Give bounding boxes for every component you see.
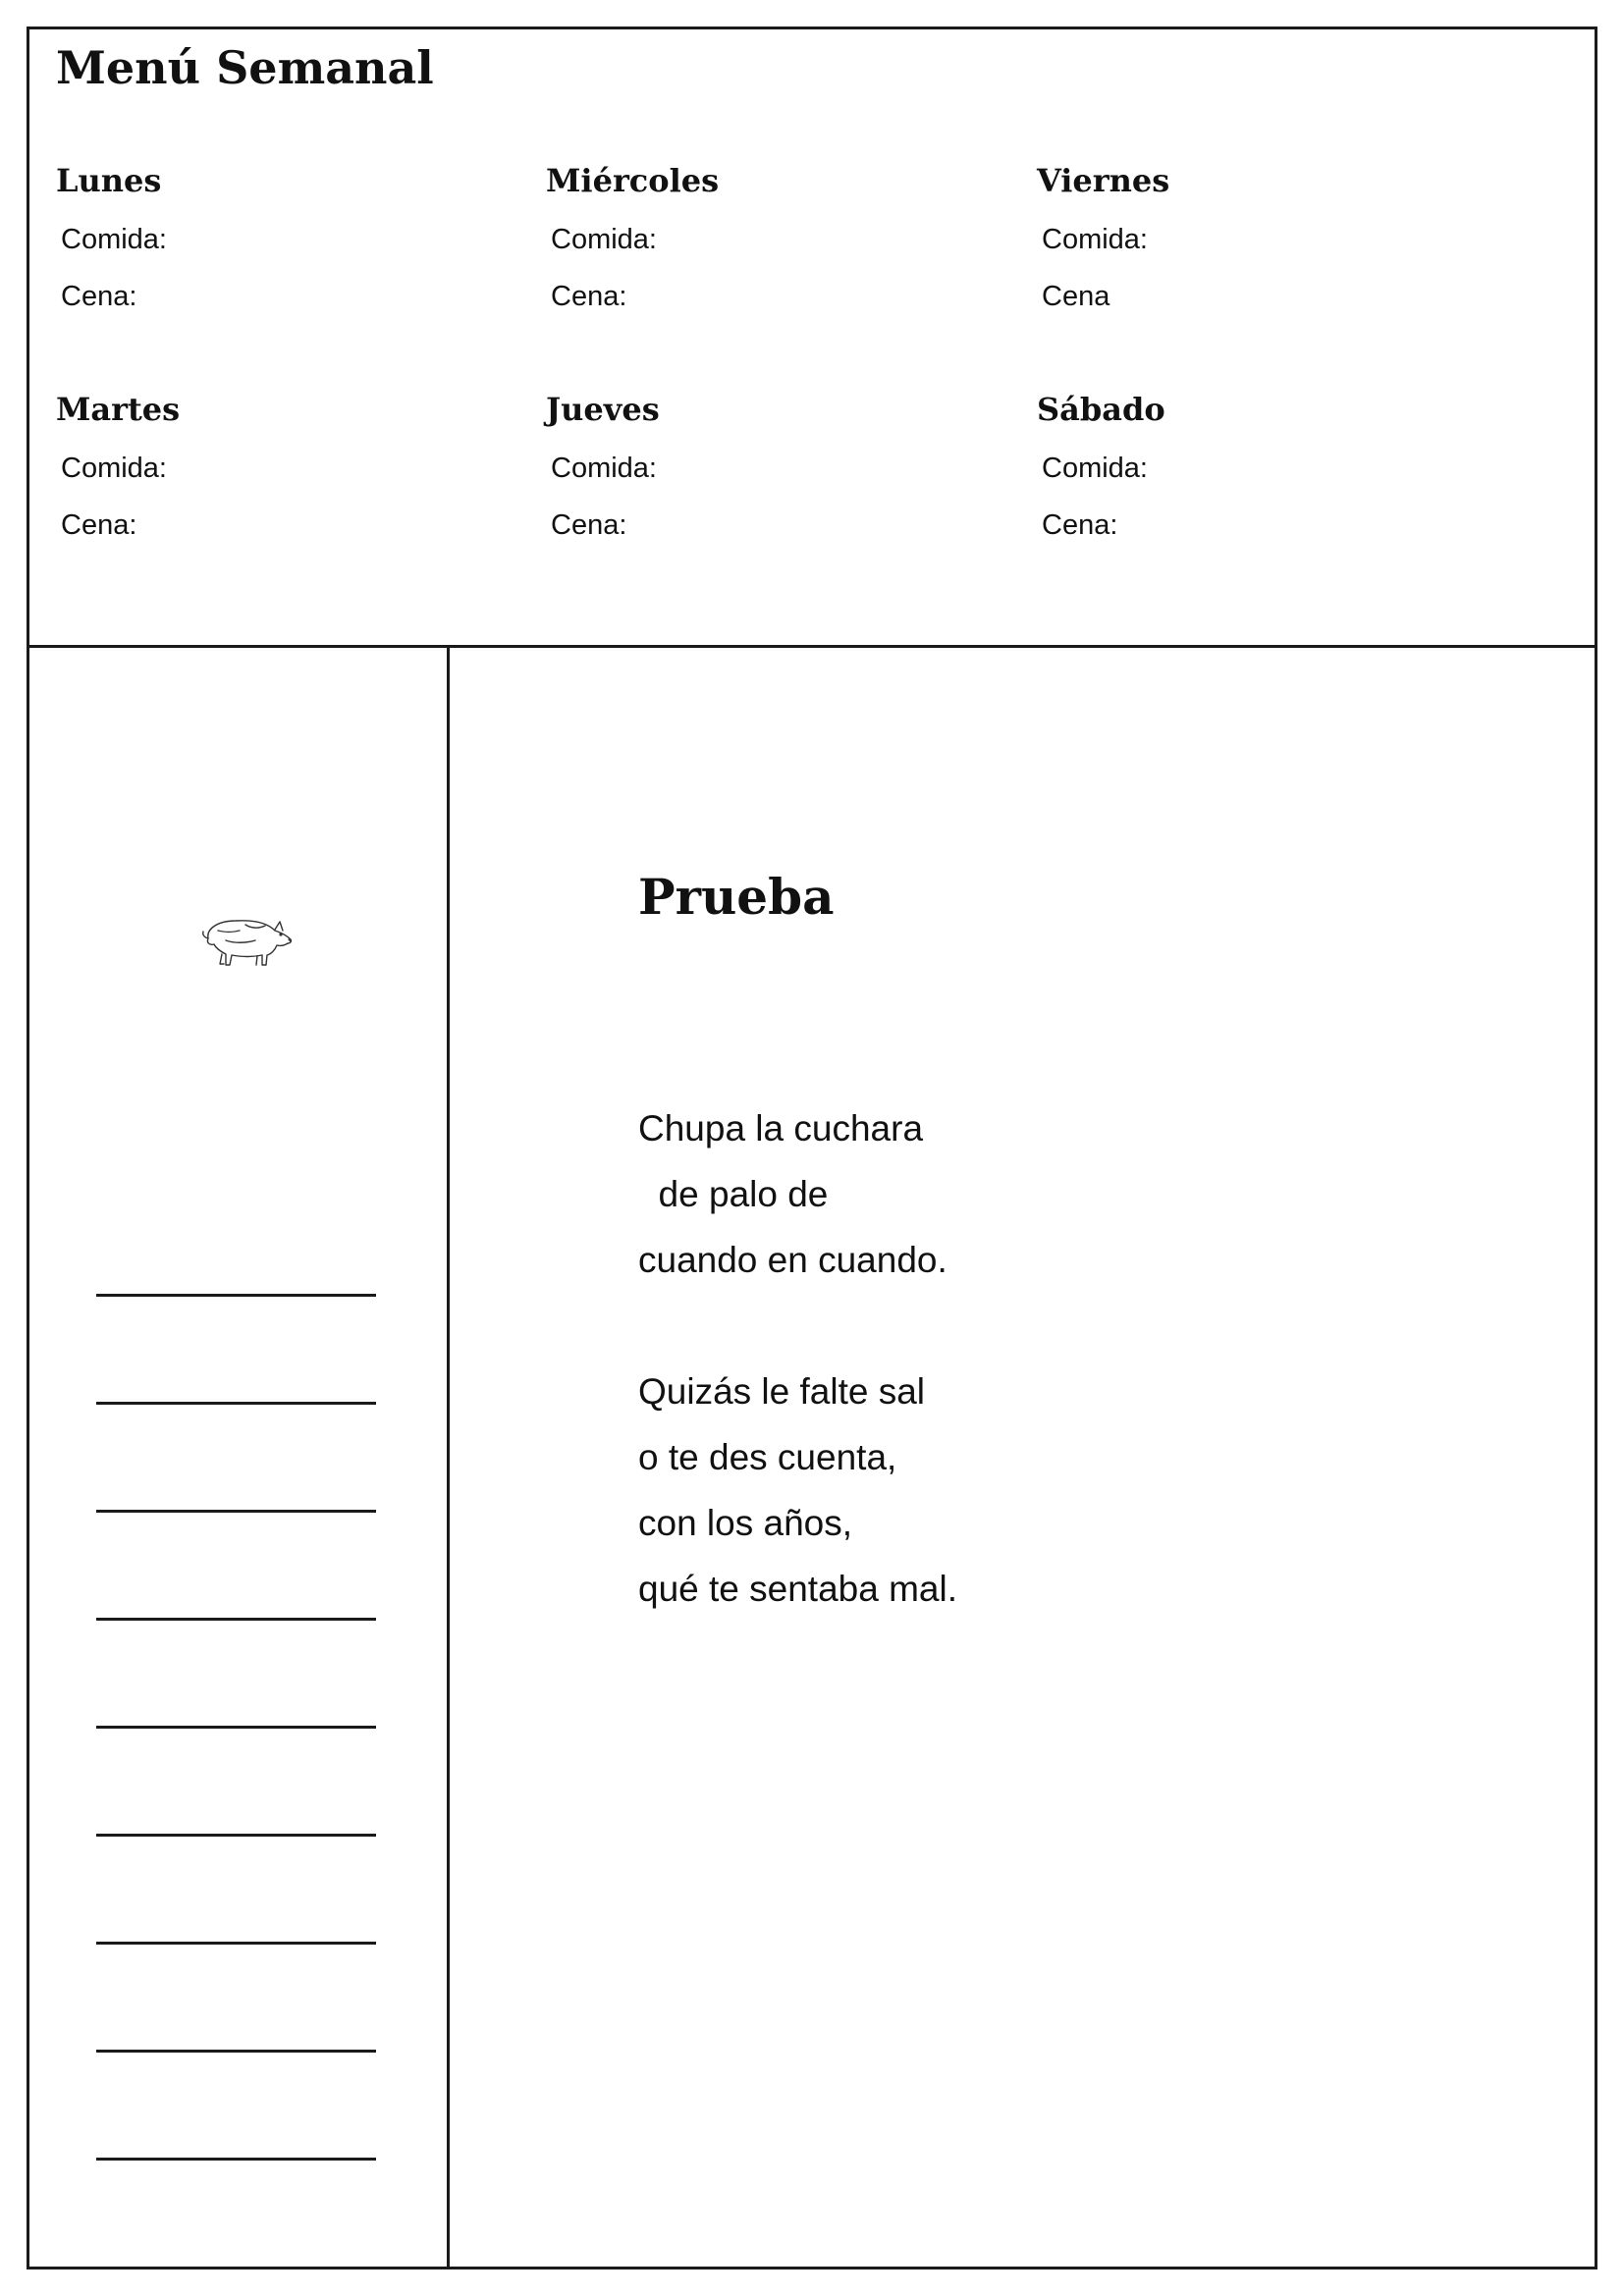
note-line xyxy=(96,1510,376,1513)
note-line xyxy=(96,1618,376,1621)
day-block-martes xyxy=(56,391,488,541)
lunch-label: Comida: xyxy=(551,224,657,255)
day-block-viernes xyxy=(1037,162,1469,312)
poem-line: qué te sentaba mal. xyxy=(638,1569,957,1609)
day-name: Lunes xyxy=(56,162,162,199)
day-name: Viernes xyxy=(1037,162,1170,199)
section-divider-horizontal xyxy=(27,645,1597,648)
poem-line: o te des cuenta, xyxy=(638,1437,897,1477)
lunch-label: Comida: xyxy=(551,453,657,484)
note-line xyxy=(96,1726,376,1729)
poem-line: cuando en cuando. xyxy=(638,1240,947,1280)
dinner-label: Cena: xyxy=(61,509,137,541)
day-block-lunes xyxy=(56,162,488,312)
day-block-sabado xyxy=(1037,391,1469,541)
day-block-jueves xyxy=(546,391,978,541)
poem-title: Prueba xyxy=(638,868,835,926)
poem-line: Chupa la cuchara xyxy=(638,1108,924,1148)
pig-icon xyxy=(196,911,295,970)
dinner-label: Cena: xyxy=(551,509,627,541)
note-line xyxy=(96,1402,376,1405)
note-line xyxy=(96,1834,376,1837)
lunch-label: Comida: xyxy=(61,453,167,484)
poem-line: Quizás le falte sal xyxy=(638,1371,926,1412)
lunch-label: Comida: xyxy=(1042,224,1148,255)
dinner-label: Cena xyxy=(1042,281,1110,312)
note-line xyxy=(96,2050,376,2053)
page-title: Menú Semanal xyxy=(56,41,434,94)
dinner-label: Cena: xyxy=(61,281,137,312)
section-divider-vertical xyxy=(447,645,450,2269)
day-name: Sábado xyxy=(1037,391,1165,428)
day-block-miercoles xyxy=(546,162,978,312)
day-name: Jueves xyxy=(546,391,660,428)
note-line xyxy=(96,2158,376,2161)
lunch-label: Comida: xyxy=(1042,453,1148,484)
note-line xyxy=(96,1294,376,1297)
lunch-label: Comida: xyxy=(61,224,167,255)
day-name: Martes xyxy=(56,391,181,428)
note-line xyxy=(96,1942,376,1945)
dinner-label: Cena: xyxy=(551,281,627,312)
day-name: Miércoles xyxy=(546,162,720,199)
dinner-label: Cena: xyxy=(1042,509,1118,541)
poem-line: de palo de xyxy=(638,1174,829,1214)
poem-line: con los años, xyxy=(638,1503,853,1543)
